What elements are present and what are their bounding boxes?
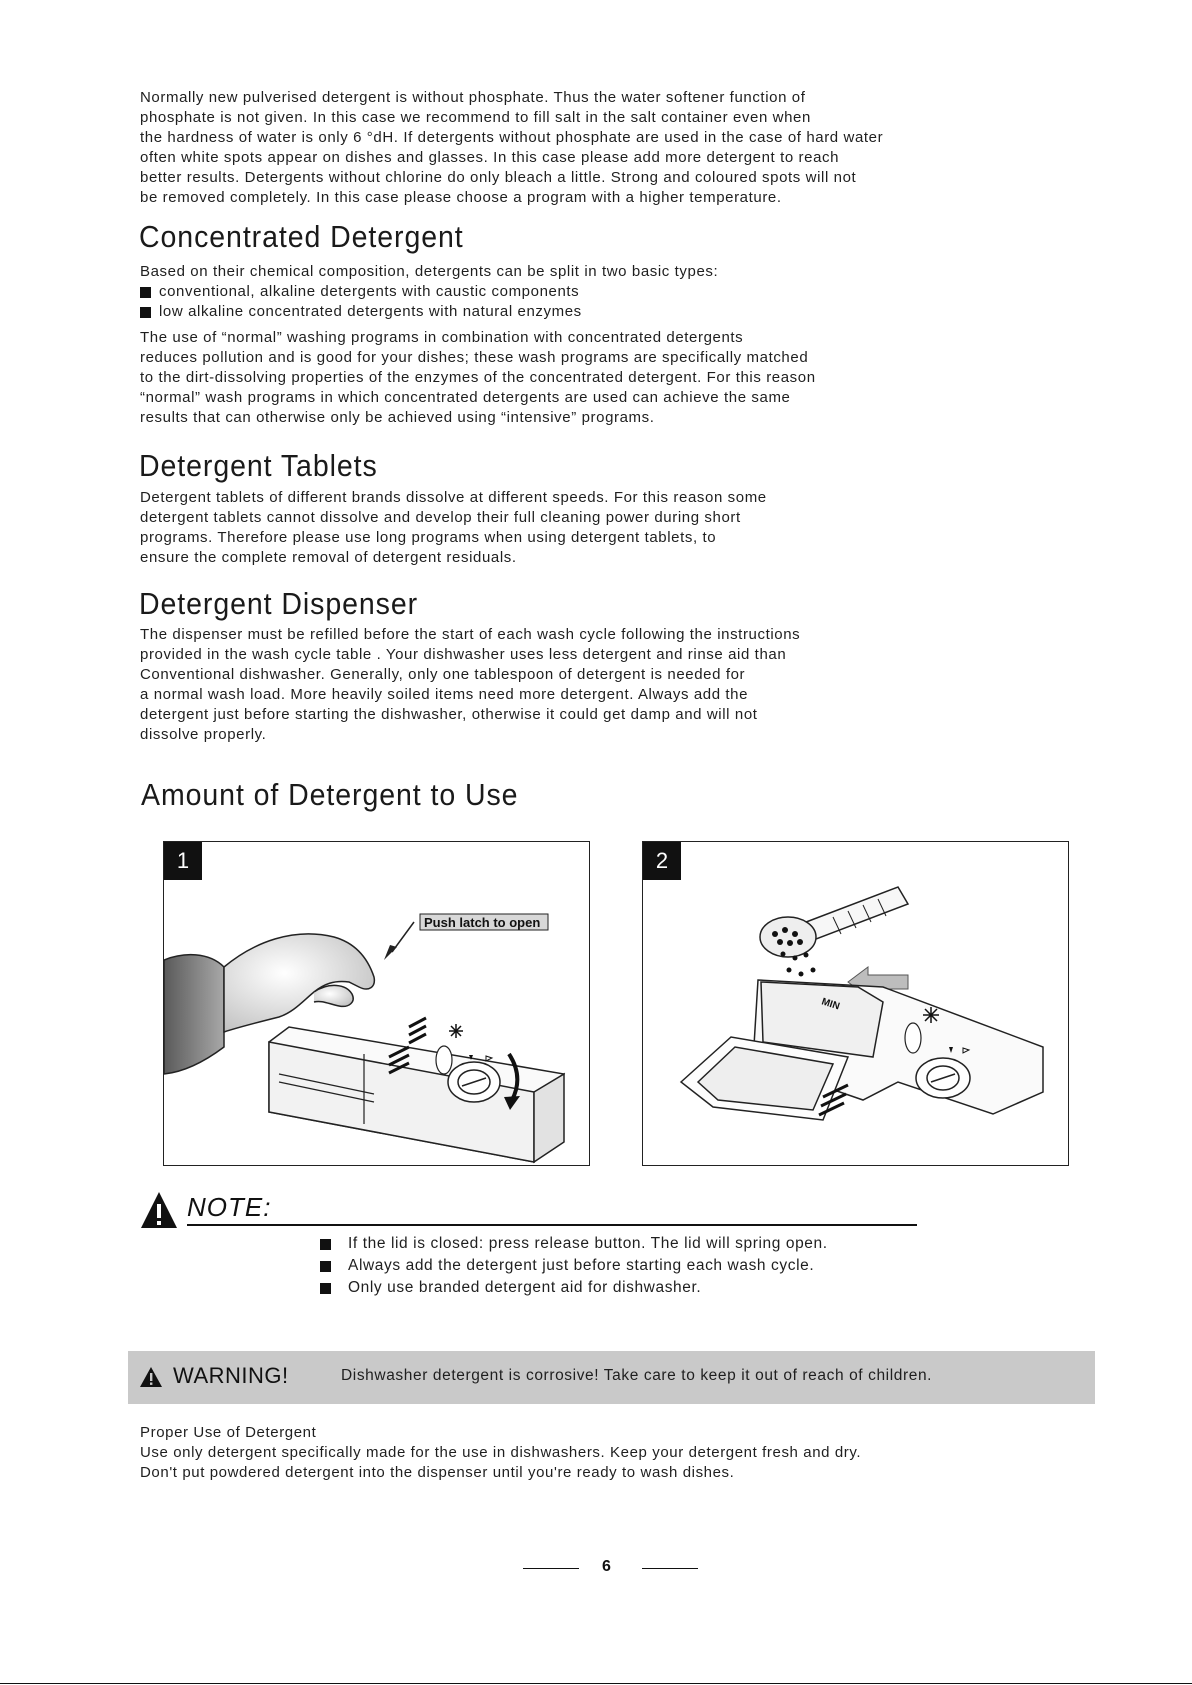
tablets-line: programs. Therefore please use long programs when using detergent tablets, to bbox=[140, 529, 717, 546]
figure-number: 1 bbox=[164, 842, 202, 880]
dispenser-line: Conventional dishwasher. Generally, only one tablespoon of detergent is needed for bbox=[140, 666, 746, 683]
dial bbox=[448, 1062, 500, 1102]
intro-line: be removed completely. In this case please choose a program with a higher temperature. bbox=[140, 189, 782, 206]
intro-line: the hardness of water is only 6 °dH. If detergents without phosphate are used in the case of hard water bbox=[140, 129, 884, 146]
warning-label: WARNING! bbox=[173, 1363, 289, 1388]
concentrated-line: reduces pollution and is good for your dishes; these wash programs are specifically matched bbox=[140, 349, 809, 366]
sun-symbol bbox=[449, 1024, 463, 1038]
dispenser-open-illustration bbox=[164, 842, 590, 1166]
figure-fill-detergent bbox=[642, 841, 1069, 1166]
proper-use-line: Don't put powdered detergent into the dispenser until you're ready to wash dishes. bbox=[140, 1464, 735, 1481]
footer-rule-left bbox=[523, 1568, 579, 1569]
tablets-paragraph bbox=[140, 488, 1000, 568]
figure-number: 2 bbox=[643, 842, 681, 880]
note-list bbox=[320, 1233, 828, 1299]
tablets-line: Detergent tablets of different brands dissolve at different speeds. For this reason some bbox=[140, 489, 767, 506]
proper-use-line: Proper Use of Detergent bbox=[140, 1424, 317, 1441]
type-bullet-item: low alkaline concentrated detergents with natural enzymes bbox=[140, 302, 1000, 322]
dispenser-line: detergent just before starting the dishwasher, otherwise it could get damp and will not bbox=[140, 706, 758, 723]
note-item: If the lid is closed: press release button. The lid will spring open. bbox=[320, 1233, 828, 1255]
concentrated-line: results that can otherwise only be achieved using “intensive” programs. bbox=[140, 409, 655, 426]
figure-open-dispenser bbox=[163, 841, 590, 1166]
intro-line: phosphate is not given. In this case we recommend to fill salt in the salt container even when bbox=[140, 109, 811, 126]
dispenser-line: provided in the wash cycle table . Your dishwasher uses less detergent and rinse aid than bbox=[140, 646, 787, 663]
dispenser-body bbox=[269, 1027, 564, 1162]
dispenser-line: The dispenser must be refilled before the start of each wash cycle following the instructions bbox=[140, 626, 801, 643]
concentrated-line: The use of “normal” washing programs in combination with concentrated detergents bbox=[140, 329, 744, 346]
intro-line: Normally new pulverised detergent is without phosphate. Thus the water softener function of bbox=[140, 89, 806, 106]
dispenser-line: dissolve properly. bbox=[140, 726, 267, 743]
footer-rule-right bbox=[642, 1568, 698, 1569]
concentrated-paragraph bbox=[140, 328, 1000, 428]
amount-heading: Amount of Detergent to Use bbox=[141, 777, 519, 812]
tablets-line: ensure the complete removal of detergent residuals. bbox=[140, 549, 517, 566]
note-label: NOTE: bbox=[187, 1192, 272, 1222]
callout-label: Push latch to open bbox=[424, 915, 541, 930]
note-item: Only use branded detergent aid for dishwasher. bbox=[320, 1277, 828, 1299]
intro-line: often white spots appear on dishes and glasses. In this case please add more detergent to reach bbox=[140, 149, 840, 166]
concentrated-heading: Concentrated Detergent bbox=[139, 219, 464, 254]
page-number: 6 bbox=[602, 1558, 611, 1575]
caution-icon bbox=[139, 1190, 179, 1230]
warning-icon bbox=[140, 1367, 162, 1387]
dispenser-heading: Detergent Dispenser bbox=[139, 586, 419, 621]
concentrated-line: “normal” wash programs in which concentrated detergents are used can achieve the same bbox=[140, 389, 791, 406]
warning-banner bbox=[128, 1351, 1095, 1404]
detergent-fill-illustration bbox=[643, 842, 1069, 1166]
scoop bbox=[760, 887, 908, 957]
open-dispenser-body bbox=[681, 980, 1043, 1120]
proper-use-paragraph bbox=[140, 1423, 1000, 1483]
note-divider bbox=[187, 1224, 917, 1226]
intro-paragraph bbox=[140, 88, 1000, 208]
dispenser-line: a normal wash load. More heavily soiled items need more detergent. Always add the bbox=[140, 686, 749, 703]
tablets-heading: Detergent Tablets bbox=[139, 448, 378, 483]
note-header bbox=[139, 1190, 919, 1230]
concentrated-types bbox=[140, 262, 1000, 322]
concentrated-line: to the dirt-dissolving properties of the enzymes of the concentrated detergent. For this reason bbox=[140, 369, 816, 386]
type-bullet-item: conventional, alkaline detergents with caustic components bbox=[140, 282, 1000, 302]
tablets-line: detergent tablets cannot dissolve and develop their full cleaning power during short bbox=[140, 509, 741, 526]
page-bottom-rule bbox=[0, 1683, 1192, 1684]
concentrated-lead: Based on their chemical composition, detergents can be split in two basic types: bbox=[140, 263, 719, 280]
warning-text: Dishwasher detergent is corrosive! Take care to keep it out of reach of children. bbox=[341, 1367, 933, 1384]
proper-use-line: Use only detergent specifically made for the use in dishwashers. Keep your detergent fresh and dry. bbox=[140, 1444, 862, 1461]
dial bbox=[916, 1058, 970, 1098]
note-item: Always add the detergent just before starting each wash cycle. bbox=[320, 1255, 828, 1277]
intro-line: better results. Detergents without chlorine do only bleach a little. Strong and coloured spots will not bbox=[140, 169, 857, 186]
min-mark: MIN bbox=[820, 996, 841, 1013]
dispenser-paragraph bbox=[140, 625, 1000, 745]
